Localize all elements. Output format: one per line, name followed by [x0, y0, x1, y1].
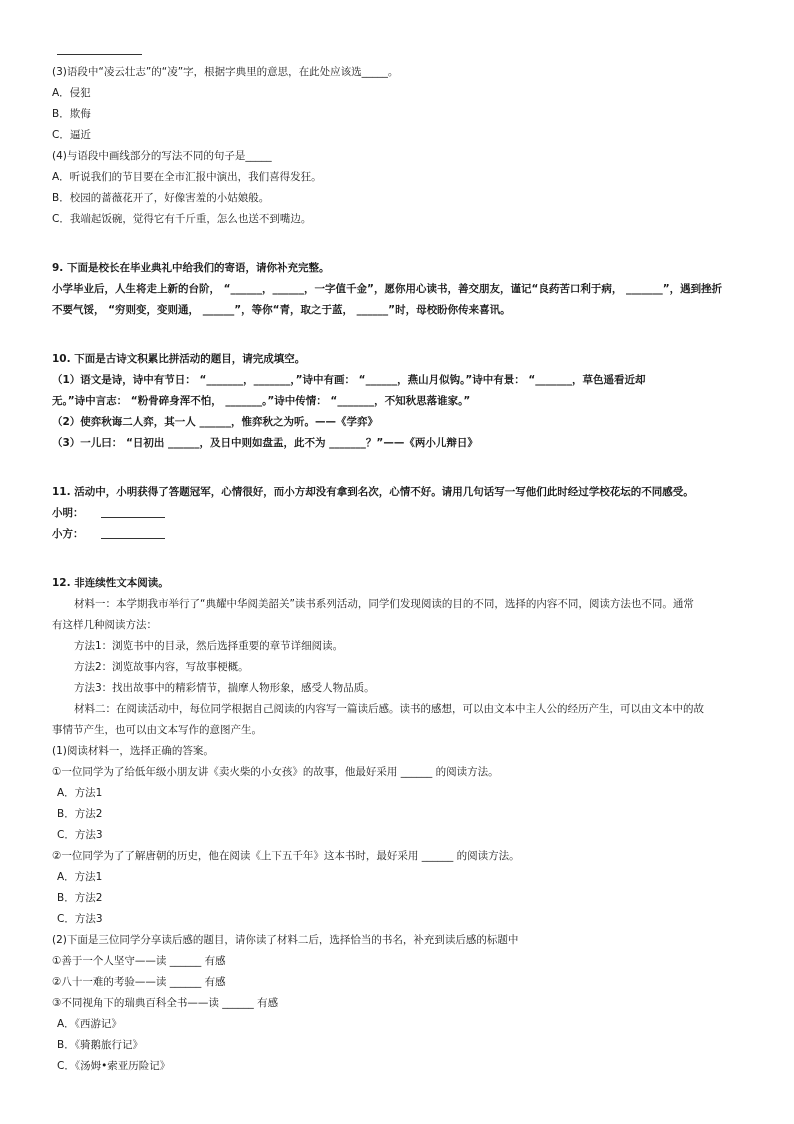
- top-rule: [57, 54, 142, 55]
- q12-part1-q1-option-b: B．方法2: [57, 808, 103, 820]
- q12-part2-item-1: ①善于一个人坚守——读 ______ 有感: [52, 955, 226, 967]
- q3-option-b: B．欺侮: [52, 108, 91, 120]
- q12-part2-option-c: C．《汤姆•索亚历险记》: [57, 1060, 171, 1072]
- q10-line-1: （1）语文是诗，诗中有节日： “_______，_______，”诗中有画： “______，燕山月似钩。”诗中有景： “_______，草色遥看近却: [52, 374, 646, 386]
- q3-option-c: C．逼近: [52, 129, 91, 141]
- q3-option-a: A．侵犯: [52, 87, 91, 99]
- q10-line-3: （2）使弈秋诲二人弈，其一人 ______，惟弈秋之为听。——《学弈》: [52, 416, 378, 428]
- q12-part2-option-b: B．《骑鹅旅行记》: [57, 1039, 143, 1051]
- q12-part2-item-2: ②八十一难的考验——读 ______ 有感: [52, 976, 226, 988]
- q12-material2-line-2: 事情节产生，也可以由文本写作的意图产生。: [52, 724, 262, 736]
- q12-method-1: 方法1：浏览书中的目录，然后选择重要的章节详细阅读。: [74, 640, 344, 652]
- q12-part1-q2: ②一位同学为了了解唐朝的历史，他在阅读《上下五千年》这本书时，最好采用 ______ 的阅读方法。: [52, 850, 520, 862]
- q12-part1-q2-option-a: A．方法1: [57, 871, 103, 883]
- q10-line-2: 无。”诗中言志： “粉骨碎身浑不怕， _______。”诗中传情： “_______，不知秋思落谁家。”: [52, 395, 471, 407]
- q12-part1-q1: ①一位同学为了给低年级小朋友讲《卖火柴的小女孩》的故事，他最好采用 ______ 的阅读方法。: [52, 766, 499, 778]
- xiaoming-answer-line: [101, 517, 165, 518]
- q10-line-4: （3）一儿曰： “日初出 ______，及日中则如盘盂，此不为 _______？”——《两小儿辩日》: [52, 437, 478, 449]
- q12-method-2: 方法2：浏览故事内容，写故事梗概。: [74, 661, 249, 673]
- xiaoming-label: 小明：: [52, 507, 84, 519]
- q9-title: 9. 下面是校长在毕业典礼中给我们的寄语，请你补充完整。: [52, 262, 330, 274]
- q12-part1-q1-option-c: C．方法3: [57, 829, 103, 841]
- q12-part1-q2-option-b: B．方法2: [57, 892, 103, 904]
- q4-option-a: A．听说我们的节目要在全市汇报中演出，我们喜得发狂。: [52, 171, 322, 183]
- q3-prompt: (3)语段中“凌云壮志”的“凌”字，根据字典里的意思，在此处应该选_____。: [52, 66, 399, 78]
- q9-line-1: 小学毕业后，人生将走上新的台阶， “______，______，一字值千金”，愿你用心读书，善交朋友，谨记“良药苦口利于病， _______”，遇到挫折: [52, 283, 723, 295]
- q9-line-2: 不要气馁， “穷则变，变则通， ______”，等你“青，取之于蓝， ______”时，母校盼你传来喜讯。: [52, 304, 511, 316]
- q12-part2-item-3: ③不同视角下的瑞典百科全书——读 ______ 有感: [52, 997, 279, 1009]
- q12-material1-line-2: 有这样几种阅读方法：: [52, 619, 157, 631]
- q4-prompt: (4)与语段中画线部分的写法不同的句子是_____: [52, 150, 272, 162]
- xiaofang-answer-line: [101, 538, 165, 539]
- q12-part1-prompt: (1)阅读材料一，选择正确的答案。: [52, 745, 214, 757]
- q4-option-c: C．我端起饭碗，觉得它有千斤重，怎么也送不到嘴边。: [52, 213, 312, 225]
- q12-part2-option-a: A．《西游记》: [57, 1018, 122, 1030]
- q12-method-3: 方法3：找出故事中的精彩情节，揣摩人物形象，感受人物品质。: [74, 682, 375, 694]
- q12-material1-line-1: 材料一：本学期我市举行了“典耀中华阅美韶关”读书系列活动，同学们发现阅读的目的不同，选择的内容不同，阅读方法也不同。通常: [74, 598, 694, 610]
- q11-xiaofang-label: [52, 527, 165, 541]
- q11-xiaoming-label: [52, 506, 165, 520]
- q12-title: 12. 非连续性文本阅读。: [52, 577, 169, 589]
- q12-part1-q1-option-a: A．方法1: [57, 787, 103, 799]
- xiaofang-label: 小方：: [52, 528, 84, 540]
- q4-option-b: B．校园的蔷薇花开了，好像害羞的小姑娘般。: [52, 192, 270, 204]
- q11-title: 11. 活动中，小明获得了答题冠军，心情很好，而小方却没有拿到名次，心情不好。请用几句话写一写他们此时经过学校花坛的不同感受。: [52, 486, 694, 498]
- q12-part2-prompt: (2)下面是三位同学分享读后感的题目，请你读了材料二后，选择恰当的书名，补充到读后感的标题中: [52, 934, 519, 946]
- q12-material2-line-1: 材料二：在阅读活动中，每位同学根据自己阅读的内容写一篇读后感。读书的感想，可以由文本中主人公的经历产生，可以由文本中的故: [74, 703, 704, 715]
- q10-title: 10. 下面是古诗文积累比拼活动的题目，请完成填空。: [52, 353, 306, 365]
- q12-part1-q2-option-c: C．方法3: [57, 913, 103, 925]
